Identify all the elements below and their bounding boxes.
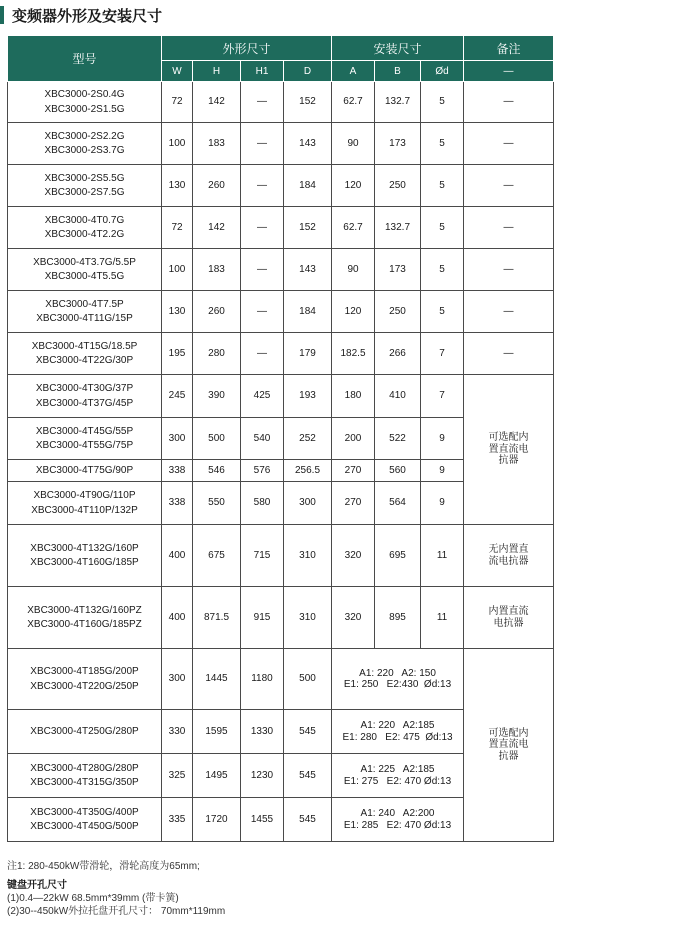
cell-od: 11 (421, 525, 464, 587)
cell-install (332, 754, 464, 798)
model-name: XBC3000-4T2.2G (44, 229, 125, 240)
model-name: XBC3000-4T37G/45P (35, 397, 134, 409)
table-row (8, 82, 554, 123)
table-row (8, 525, 554, 587)
cell-od: 11 (421, 587, 464, 649)
cell-b: 522 (375, 418, 421, 460)
model-cell (8, 587, 162, 649)
cell-remark: 内置直流电抗器 (464, 587, 554, 649)
model-cell (8, 798, 162, 842)
cell-w: 130 (162, 165, 193, 207)
header-col-h: H (193, 61, 241, 82)
cell-b: 564 (375, 482, 421, 525)
model-name: XBC3000-4T22G/30P (35, 355, 134, 366)
cell-d: 143 (284, 123, 332, 165)
cell-h1: — (241, 207, 284, 249)
cell-h: 260 (193, 165, 241, 207)
model-cell (8, 333, 162, 375)
cell-b: 695 (375, 525, 421, 587)
table-row (8, 291, 554, 333)
model-name: XBC3000-4T250G/280P (30, 725, 139, 737)
cell-h: 260 (193, 291, 241, 333)
model-name: XBC3000-4T55G/75P (35, 440, 134, 451)
cell-d: 300 (284, 482, 332, 525)
model-name: XBC3000-2S7.5G (44, 187, 125, 198)
cell-h1: 425 (241, 375, 284, 418)
cell-d: 179 (284, 333, 332, 375)
model-name: XBC3000-4T160G/185P (30, 557, 139, 568)
table-row (8, 207, 554, 249)
model-name: XBC3000-4T90G/110P (33, 490, 136, 501)
model-name: XBC3000-4T30G/37P (35, 383, 134, 394)
cell-h: 183 (193, 123, 241, 165)
cell-b: 250 (375, 165, 421, 207)
model-name: XBC3000-4T160G/185PZ (27, 619, 142, 630)
model-name: XBC3000-2S1.5G (44, 103, 125, 115)
table-row (8, 165, 554, 207)
cell-remark: 无内置直流电抗器 (464, 525, 554, 587)
model-name: XBC3000-4T280G/280P (30, 762, 139, 774)
note-1: 注1: 280-450kW带滑轮，滑轮高度为65mm; (7, 861, 200, 872)
install-line: E1: 250 E2:430 Ød:13 (343, 679, 452, 690)
cell-remark: — (464, 207, 554, 249)
model-name: XBC3000-4T11G/15P (36, 313, 133, 324)
cell-h1: — (241, 82, 284, 123)
model-name: XBC3000-4T3.7G/5.5P (33, 256, 136, 268)
cell-h: 142 (193, 207, 241, 249)
cell-d: 545 (284, 798, 332, 842)
model-cell (8, 482, 162, 525)
cell-w: 300 (162, 649, 193, 710)
header-col-a: A (332, 61, 375, 82)
cell-a: 62.7 (332, 82, 375, 123)
model-cell (8, 249, 162, 291)
cell-d: 252 (284, 418, 332, 460)
model-cell (8, 82, 162, 123)
cell-h: 1495 (193, 754, 241, 798)
cell-remark: — (464, 123, 554, 165)
cell-a: 270 (332, 460, 375, 482)
cell-h1: 715 (241, 525, 284, 587)
cell-od: 9 (421, 482, 464, 525)
header-model: 型号 (8, 36, 162, 82)
model-name: XBC3000-4T45G/55P (35, 425, 134, 437)
model-name: XBC3000-4T132G/160PZ (27, 604, 142, 616)
cell-remark: — (464, 82, 554, 123)
cell-d: 545 (284, 754, 332, 798)
cell-w: 338 (162, 482, 193, 525)
dimension-table (7, 35, 554, 842)
model-name: XBC3000-2S5.5G (44, 172, 125, 184)
header-col-h1: H1 (241, 61, 284, 82)
cell-a: 320 (332, 525, 375, 587)
cell-od: 9 (421, 418, 464, 460)
model-name: XBC3000-4T75G/90P (35, 464, 134, 476)
table-row (8, 375, 554, 418)
cell-d: 143 (284, 249, 332, 291)
cell-w: 338 (162, 460, 193, 482)
cell-w: 335 (162, 798, 193, 842)
install-line: A1: 220 A2: 150 (359, 667, 436, 679)
cell-od: 9 (421, 460, 464, 482)
model-name: XBC3000-2S0.4G (44, 89, 125, 100)
cell-h1: — (241, 123, 284, 165)
model-name: XBC3000-4T185G/200P (30, 666, 139, 677)
cell-d: 310 (284, 587, 332, 649)
model-cell (8, 165, 162, 207)
install-line: A1: 225 A2:185 (360, 764, 435, 775)
cell-h: 183 (193, 249, 241, 291)
keypad-title: 键盘开孔尺寸 (7, 880, 67, 891)
cell-od: 5 (421, 82, 464, 123)
keypad-note-1: (1)0.4—22kW 68.5mm*39mm (带卡簧) (7, 893, 179, 904)
install-line: E1: 285 E2: 470 Ød:13 (343, 819, 452, 831)
table-row (8, 649, 554, 710)
cell-remark: 可选配内置直流电抗器 (464, 375, 554, 525)
cell-h1: 1230 (241, 754, 284, 798)
install-line: E1: 280 E2: 475 Ød:13 (342, 731, 453, 743)
model-name: XBC3000-4T0.7G (44, 214, 125, 226)
header-install: 安装尺寸 (332, 36, 464, 61)
cell-w: 100 (162, 123, 193, 165)
header-col-od: Ød (421, 61, 464, 82)
cell-d: 184 (284, 165, 332, 207)
model-cell (8, 375, 162, 418)
model-name: XBC3000-4T5.5G (44, 271, 125, 282)
install-line: A1: 220 A2:185 (360, 720, 435, 731)
cell-h: 1445 (193, 649, 241, 710)
model-cell (8, 291, 162, 333)
cell-a: 320 (332, 587, 375, 649)
header-remark: 备注 (464, 36, 554, 61)
cell-d: 152 (284, 82, 332, 123)
cell-w: 330 (162, 710, 193, 754)
cell-a: 200 (332, 418, 375, 460)
cell-h1: — (241, 249, 284, 291)
cell-install (332, 649, 464, 710)
cell-h: 390 (193, 375, 241, 418)
cell-w: 72 (162, 82, 193, 123)
cell-h1: 540 (241, 418, 284, 460)
cell-h1: 580 (241, 482, 284, 525)
cell-d: 152 (284, 207, 332, 249)
cell-remark: — (464, 291, 554, 333)
cell-w: 300 (162, 418, 193, 460)
header-col-w: W (162, 61, 193, 82)
model-cell (8, 207, 162, 249)
cell-a: 120 (332, 165, 375, 207)
cell-a: 270 (332, 482, 375, 525)
model-name: XBC3000-4T220G/250P (30, 680, 139, 692)
cell-remark: — (464, 165, 554, 207)
cell-h: 1595 (193, 710, 241, 754)
cell-w: 325 (162, 754, 193, 798)
cell-install (332, 710, 464, 754)
cell-h: 280 (193, 333, 241, 375)
cell-a: 62.7 (332, 207, 375, 249)
model-name: XBC3000-4T110P/132P (31, 504, 138, 516)
title-accent-bar (0, 6, 4, 24)
header-remark-sub: — (464, 61, 554, 82)
model-name: XBC3000-4T315G/350P (30, 777, 139, 788)
table-row (8, 249, 554, 291)
cell-w: 400 (162, 525, 193, 587)
cell-w: 400 (162, 587, 193, 649)
cell-b: 173 (375, 123, 421, 165)
cell-a: 120 (332, 291, 375, 333)
model-cell (8, 123, 162, 165)
cell-h1: 915 (241, 587, 284, 649)
page-title: 变频器外形及安装尺寸 (12, 7, 163, 25)
install-line: A1: 240 A2:200 (360, 808, 435, 819)
cell-h1: 1330 (241, 710, 284, 754)
keypad-note-2: (2)30--450kW外拉托盘开孔尺寸： 70mm*119mm (7, 906, 226, 917)
model-name: XBC3000-4T15G/18.5P (31, 340, 138, 352)
cell-b: 173 (375, 249, 421, 291)
cell-h: 550 (193, 482, 241, 525)
cell-h: 142 (193, 82, 241, 123)
cell-h1: — (241, 165, 284, 207)
cell-a: 90 (332, 123, 375, 165)
header-outline: 外形尺寸 (162, 36, 332, 61)
cell-d: 545 (284, 710, 332, 754)
install-line: E1: 275 E2: 470 Ød:13 (343, 775, 452, 787)
model-name: XBC3000-4T350G/400P (30, 806, 139, 818)
cell-a: 182.5 (332, 333, 375, 375)
cell-w: 130 (162, 291, 193, 333)
cell-d: 193 (284, 375, 332, 418)
cell-b: 250 (375, 291, 421, 333)
model-name: XBC3000-4T132G/160P (30, 542, 139, 554)
cell-od: 5 (421, 165, 464, 207)
table-row (8, 587, 554, 649)
model-cell (8, 710, 162, 754)
cell-b: 895 (375, 587, 421, 649)
cell-h1: — (241, 333, 284, 375)
cell-d: 184 (284, 291, 332, 333)
model-name: XBC3000-2S2.2G (44, 130, 125, 142)
cell-install (332, 798, 464, 842)
model-cell (8, 649, 162, 710)
cell-w: 72 (162, 207, 193, 249)
model-cell (8, 418, 162, 460)
cell-w: 100 (162, 249, 193, 291)
cell-h: 546 (193, 460, 241, 482)
cell-h1: 576 (241, 460, 284, 482)
cell-a: 90 (332, 249, 375, 291)
cell-h1: 1180 (241, 649, 284, 710)
cell-h1: — (241, 291, 284, 333)
cell-h: 500 (193, 418, 241, 460)
title-block (0, 0, 162, 30)
cell-od: 7 (421, 375, 464, 418)
header-col-b: B (375, 61, 421, 82)
cell-h: 871.5 (193, 587, 241, 649)
cell-remark: 可选配内置直流电抗器 (464, 649, 554, 842)
cell-od: 5 (421, 291, 464, 333)
cell-b: 132.7 (375, 207, 421, 249)
model-cell (8, 460, 162, 482)
cell-h1: 1455 (241, 798, 284, 842)
cell-od: 5 (421, 249, 464, 291)
cell-b: 132.7 (375, 82, 421, 123)
table-row (8, 123, 554, 165)
cell-d: 500 (284, 649, 332, 710)
model-cell (8, 754, 162, 798)
cell-w: 245 (162, 375, 193, 418)
model-name: XBC3000-2S3.7G (44, 145, 125, 156)
cell-od: 5 (421, 207, 464, 249)
cell-h: 675 (193, 525, 241, 587)
cell-a: 180 (332, 375, 375, 418)
cell-remark: — (464, 249, 554, 291)
model-name: XBC3000-4T450G/500P (30, 821, 139, 832)
cell-d: 310 (284, 525, 332, 587)
cell-remark: — (464, 333, 554, 375)
cell-d: 256.5 (284, 460, 332, 482)
model-cell (8, 525, 162, 587)
cell-b: 410 (375, 375, 421, 418)
cell-od: 5 (421, 123, 464, 165)
cell-b: 266 (375, 333, 421, 375)
model-name: XBC3000-4T7.5P (45, 298, 124, 310)
cell-b: 560 (375, 460, 421, 482)
table-row (8, 333, 554, 375)
cell-w: 195 (162, 333, 193, 375)
cell-od: 7 (421, 333, 464, 375)
header-col-d: D (284, 61, 332, 82)
cell-h: 1720 (193, 798, 241, 842)
